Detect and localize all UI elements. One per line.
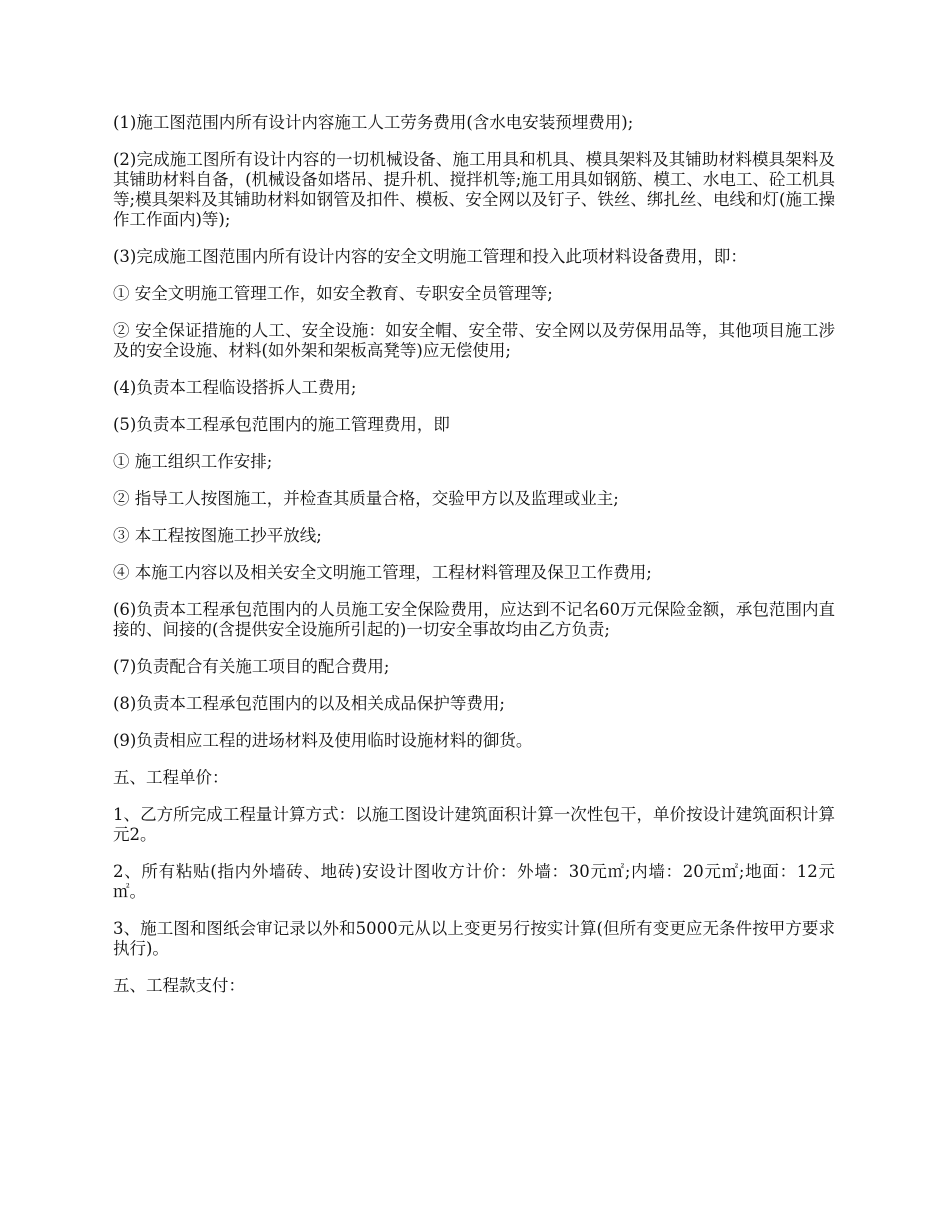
paragraph-10: ③ 本工程按图施工抄平放线;: [113, 526, 322, 545]
paragraph-12: (6)负责本工程承包范围内的人员施工安全保险费用，应达到不记名60万元保险金额，承包范围内直接的、间接的(含提供安全设施所引起的)一切安全事故均由乙方负责;: [113, 600, 835, 639]
paragraph-1: (1)施工图范围内所有设计内容施工人工劳务费用(含水电安装预埋费用);: [113, 113, 634, 132]
paragraph-15: (9)负责相应工程的进场材料及使用临时设施材料的御货。: [113, 731, 533, 750]
section-heading-unit-price: 五、工程单价：: [113, 768, 229, 787]
paragraph-5: ② 安全保证措施的人工、安全设施：如安全帽、安全带、安全网以及劳保用品等，其他项目施工涉及的安全设施、材料(如外架和架板高凳等)应无偿使用;: [113, 321, 835, 360]
paragraph-13: (7)负责配合有关施工项目的配合费用;: [113, 657, 390, 676]
paragraph-7: (5)负责本工程承包范围内的施工管理费用，即: [113, 415, 450, 434]
paragraph-8: ① 施工组织工作安排;: [113, 452, 273, 471]
document-body: [113, 113, 835, 1013]
paragraph-4: ① 安全文明施工管理工作，如安全教育、专职安全员管理等;: [113, 284, 553, 303]
paragraph-2: (2)完成施工图所有设计内容的一切机械设备、施工用具和机具、模具架料及其铺助材料模具架料及其铺助材料自备，(机械设备如塔吊、提升机、搅拌机等;施工用具如钢筋、模工、水电工、砼工机具等;模具架料及其铺助材料如钢管及扣件、模板、安全网以及钉子、铁丝、绑扎丝、电线和灯(施工操作工作面内)等);: [113, 150, 835, 229]
paragraph-18: 2、所有粘贴(指内外墙砖、地砖)安设计图收方计价：外墙：30元㎡;内墙：20元㎡;地面：12元㎡。: [113, 862, 835, 901]
section-heading-payment: 五、工程款支付：: [113, 976, 245, 995]
paragraph-11: ④ 本施工内容以及相关安全文明施工管理，工程材料管理及保卫工作费用;: [113, 563, 652, 582]
paragraph-9: ② 指导工人按图施工，并检查其质量合格，交验甲方以及监理或业主;: [113, 489, 619, 508]
paragraph-14: (8)负责本工程承包范围内的以及相关成品保护等费用;: [113, 694, 505, 713]
paragraph-3: (3)完成施工图范围内所有设计内容的安全文明施工管理和投入此项材料设备费用，即：: [113, 247, 747, 266]
paragraph-19: 3、施工图和图纸会审记录以外和5000元从以上变更另行按实计算(但所有变更应无条件按甲方要求执行)。: [113, 919, 835, 958]
paragraph-17: 1、乙方所完成工程量计算方式：以施工图设计建筑面积计算一次性包干，单价按设计建筑面积计算元2。: [113, 805, 835, 844]
paragraph-6: (4)负责本工程临设搭拆人工费用;: [113, 378, 357, 397]
